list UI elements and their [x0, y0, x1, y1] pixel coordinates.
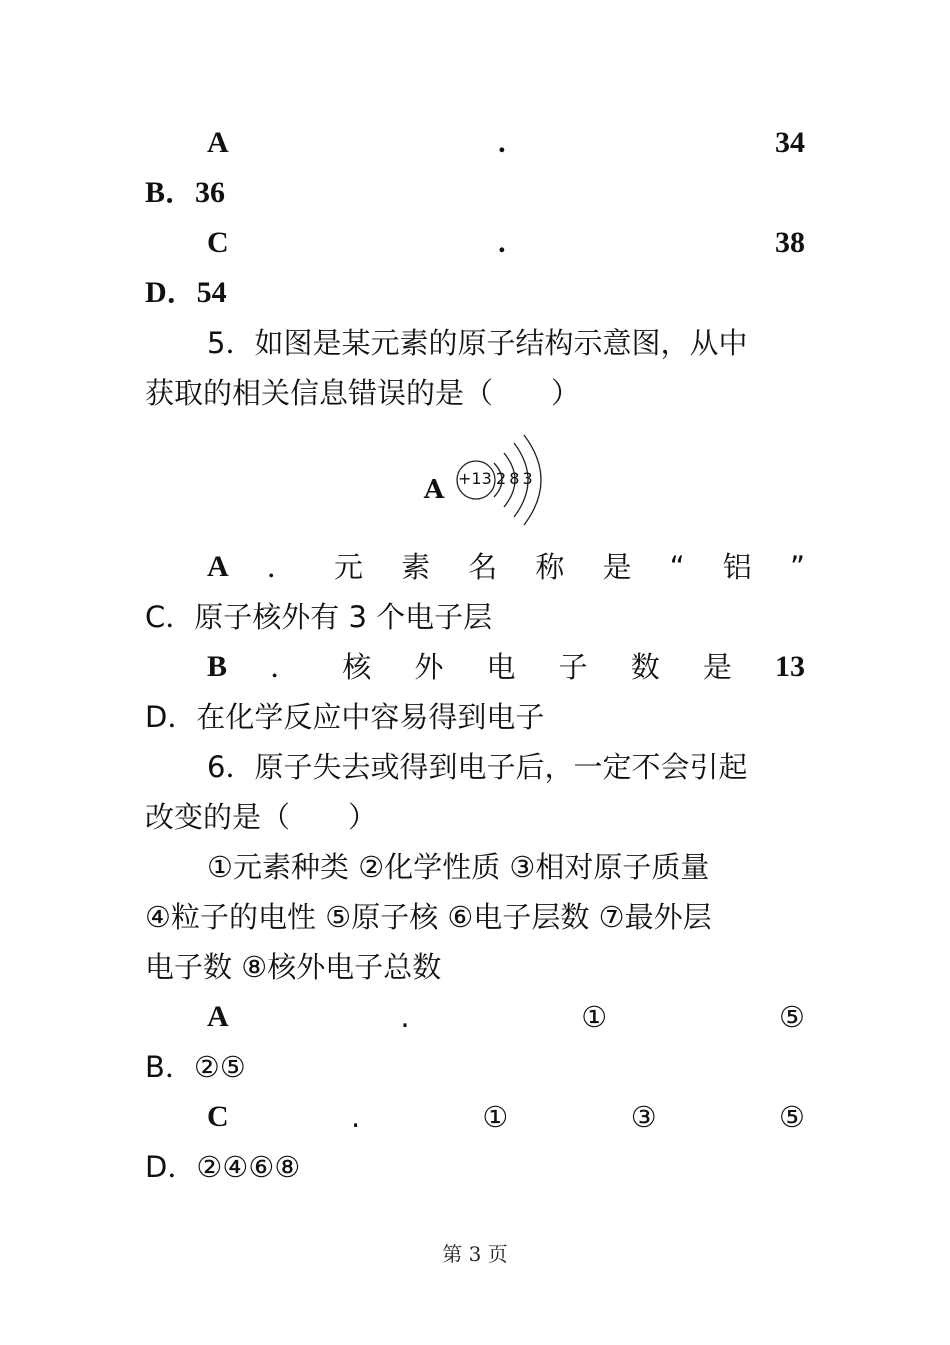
q4-option-a-value: 34 — [774, 126, 805, 159]
q6-c-part: . — [350, 1100, 361, 1134]
q6-items-line3: 电子数 ⑧核外电子总数 — [145, 950, 442, 984]
q5-a-char: 元 — [333, 550, 363, 584]
q5-b-char: 子 — [558, 650, 588, 684]
q5-b-char: 数 — [630, 650, 660, 684]
electron-shells: 2 8 3 — [496, 469, 532, 488]
q6-a-part: . — [400, 1000, 410, 1034]
q5-b-char: 外 — [414, 650, 444, 684]
q5-b-char: 核 — [342, 650, 372, 684]
q4-option-c-value: 38 — [774, 226, 805, 259]
q5-option-a — [145, 545, 805, 589]
q4-option-c-letter: C — [207, 226, 229, 259]
q5-b-char: B — [207, 650, 228, 683]
q6-a-part: ① — [581, 1000, 608, 1034]
q5-a-char: 名 — [468, 550, 498, 584]
q5-stem-line2: 获取的相关信息错误的是（ ） — [145, 376, 581, 410]
q6-option-a — [145, 995, 805, 1039]
q5-a-char: A — [207, 550, 229, 583]
q4-option-c — [145, 221, 805, 265]
q5-b-char: 电 — [486, 650, 516, 684]
page-number: 第 3 页 — [442, 1242, 508, 1266]
q5-option-c: C．原子核外有 3 个电子层 — [145, 600, 493, 634]
q4-option-a — [145, 121, 805, 165]
q5-stem-line1: 5．如图是某元素的原子结构示意图，从中 — [207, 326, 748, 360]
q6-c-part: C — [207, 1100, 229, 1133]
q5-b-char: 是 — [702, 650, 732, 684]
q6-items-line1: ①元素种类 ②化学性质 ③相对原子质量 — [207, 850, 710, 884]
q6-a-part: A — [207, 1000, 229, 1033]
q6-items-line2: ④粒子的电性 ⑤原子核 ⑥电子层数 ⑦最外层 — [145, 900, 712, 934]
q6-option-c — [145, 1095, 805, 1139]
q4-option-b: B．36 — [145, 176, 226, 209]
q5-b-char: 13 — [775, 650, 805, 683]
q6-c-part: ⑤ — [778, 1100, 805, 1134]
figure-label: A — [424, 475, 445, 505]
q5-a-char: 铝 — [722, 550, 752, 584]
q5-a-char: ” — [789, 550, 805, 584]
q5-a-char: 素 — [401, 550, 431, 584]
q5-a-char: 是 — [602, 550, 632, 584]
q5-a-char: 称 — [535, 550, 565, 584]
q5-a-char: ． — [266, 550, 296, 584]
q6-stem-line1: 6．原子失去或得到电子后，一定不会引起 — [207, 750, 748, 784]
q5-option-b — [145, 645, 805, 689]
q4-option-c-dot: . — [498, 226, 506, 259]
q5-a-char: “ — [669, 550, 685, 584]
q6-option-b: B．②⑤ — [145, 1050, 246, 1084]
q4-option-a-letter: A — [207, 126, 229, 159]
q6-a-part: ⑤ — [779, 1000, 805, 1034]
atom-structure-diagram — [420, 425, 560, 535]
q6-stem-line2: 改变的是（ ） — [145, 800, 378, 834]
q5-b-char: ． — [270, 650, 300, 684]
q5-option-d: D．在化学反应中容易得到电子 — [145, 700, 545, 734]
q6-option-d: D．②④⑥⑧ — [145, 1150, 301, 1184]
q6-c-part: ① — [482, 1100, 509, 1134]
nucleus-charge: +13 — [458, 469, 492, 488]
q6-c-part: ③ — [630, 1100, 657, 1134]
q4-option-d: D．54 — [145, 276, 227, 309]
q4-option-a-dot: . — [498, 126, 506, 159]
